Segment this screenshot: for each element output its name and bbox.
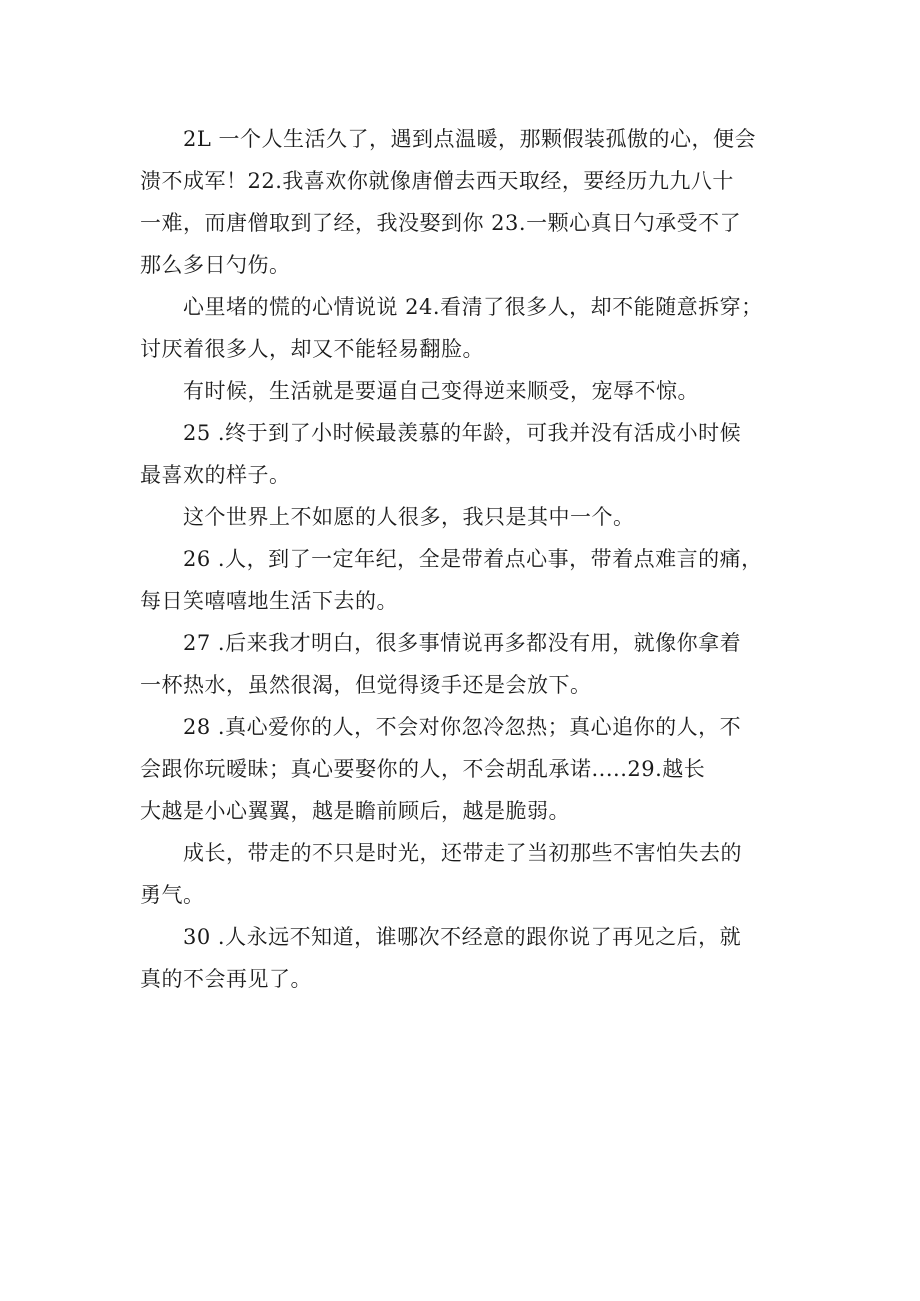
- text-line: 成长，带走的不只是时光，还带走了当初那些不害怕失去的: [183, 841, 742, 865]
- text-line: 25 .终于到了小时候最羡慕的年龄，可我并没有活成小时候: [183, 421, 742, 445]
- text-line: 心里堵的慌的心情说说 24.看清了很多人，却不能随意拆穿；: [183, 295, 763, 319]
- text-line: 勇气。: [140, 883, 205, 907]
- text-line: 那么多日勺伤。: [140, 253, 291, 277]
- text-line: 真的不会再见了。: [140, 967, 312, 991]
- text-line: 每日笑嘻嘻地生活下去的。: [140, 589, 398, 613]
- text-line: 最喜欢的样子。: [140, 463, 291, 487]
- text-line: 一杯热水，虽然很渴，但觉得烫手还是会放下。: [140, 673, 592, 697]
- text-line: 溃不成军！22.我喜欢你就像唐僧去西天取经，要经历九九八十: [140, 169, 734, 193]
- text-line: 讨厌着很多人，却又不能轻易翻脸。: [140, 337, 484, 361]
- text-line: 有时候，生活就是要逼自己变得逆来顺受，宠辱不惊。: [183, 379, 699, 403]
- document-body: [140, 118, 780, 1000]
- text-line: 会跟你玩暧昧；真心要娶你的人，不会胡乱承诺.....29.越长: [140, 757, 706, 781]
- text-line: 26 .人，到了一定年纪，全是带着点心事，带着点难言的痛，: [183, 547, 763, 571]
- text-line: 大越是小心翼翼，越是瞻前顾后，越是脆弱。: [140, 799, 570, 823]
- text-line: 一难，而唐僧取到了经，我没娶到你 23.一颗心真日勺承受不了: [140, 211, 742, 235]
- text-line: 30 .人永远不知道，谁哪次不经意的跟你说了再见之后，就: [183, 925, 742, 949]
- text-line: 2L 一个人生活久了，遇到点温暖，那颗假装孤傲的心，便会: [183, 127, 756, 151]
- text-line: 28 .真心爱你的人，不会对你忽冷忽热；真心追你的人，不: [183, 715, 742, 739]
- text-line: 这个世界上不如愿的人很多，我只是其中一个。: [183, 505, 635, 529]
- text-line: 27 .后来我才明白，很多事情说再多都没有用，就像你拿着: [183, 631, 742, 655]
